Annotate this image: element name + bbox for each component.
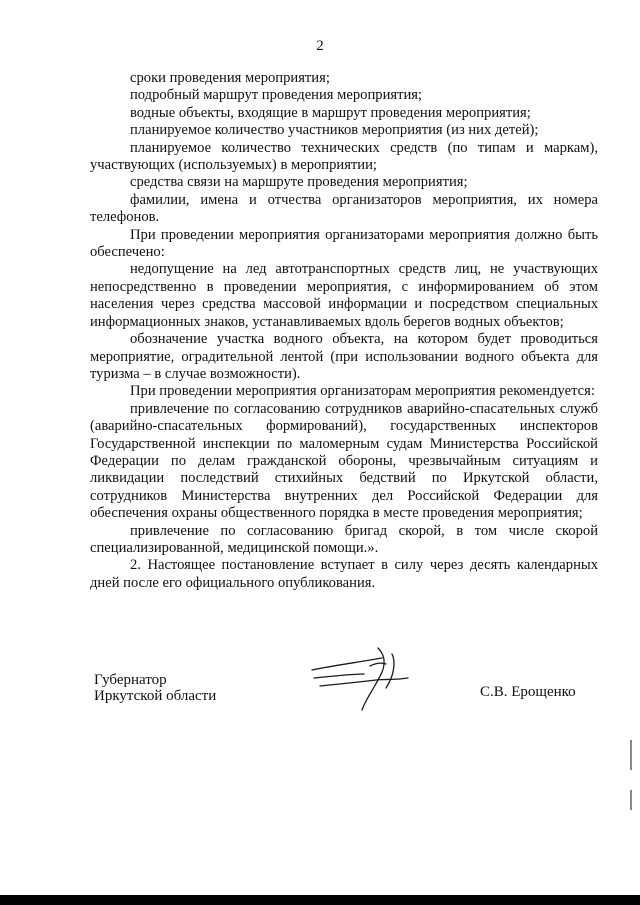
paragraph: водные объекты, входящие в маршрут проведения мероприятия; (130, 104, 531, 121)
paragraph: привлечение по согласованию сотрудников аварийно-спасательных служб (аварийно-спасательных формирований), государственных инспекторов Государственной инспекции по маломерным судам Министерства Российской Федерации по делам гражданской обороны, чрезвычайным ситуациям и ликвидации последствий стихийных бедствий по Иркутской области, сотрудников Министерства внутренних дел Российской Федерации для обеспечения охраны общественного порядка в месте проведения мероприятия; (90, 400, 598, 522)
paragraph: При проведении мероприятия организаторами мероприятия должно быть обеспечено: (90, 226, 598, 261)
signer-title-line2: Иркутской области (94, 688, 217, 704)
paragraph: недопущение на лед автотранспортных средств лиц, не участвующих непосредственно в проведении мероприятия, с информированием об этом населения через средства массовой информации и посредством специальных информационных знаков, устанавливаемых вдоль берегов водных объектов; (90, 261, 598, 330)
paragraph: планируемое количество технических средств (по типам и маркам), участвующих (используемых) в мероприятии; (90, 139, 598, 174)
scan-border (0, 895, 640, 905)
paragraph: средства связи на маршруте проведения мероприятия; (130, 174, 468, 191)
paragraph: фамилии, имена и отчества организаторов мероприятия, их номера телефонов. (90, 191, 598, 226)
signer-title (94, 672, 216, 704)
page-number: 2 (316, 38, 324, 54)
paragraph: обозначение участка водного объекта, на котором будет проводиться мероприятие, оградительной лентой (при использовании водного объекта для туризма – в случае возможности). (90, 331, 598, 382)
paragraph: При проведении мероприятия организаторам мероприятия рекомендуется: (130, 383, 595, 400)
signer-title-line1: Губернатор (94, 672, 167, 688)
paragraph: подробный маршрут проведения мероприятия; (130, 87, 423, 104)
paragraph: сроки проведения мероприятия; (130, 70, 330, 86)
paragraph: планируемое количество участников мероприятия (из них детей); (130, 122, 539, 139)
paragraph: 2. Настоящее постановление вступает в силу через десять календарных дней после его официального опубликования. (90, 557, 598, 591)
signer-name: С.В. Ерощенко (480, 684, 576, 700)
scan-artifact (630, 740, 632, 770)
paragraph: привлечение по согласованию бригад скорой, в том числе скорой специализированной, медицинской помощи.». (90, 522, 598, 556)
scan-artifact (630, 790, 632, 810)
handwritten-signature (300, 640, 420, 715)
